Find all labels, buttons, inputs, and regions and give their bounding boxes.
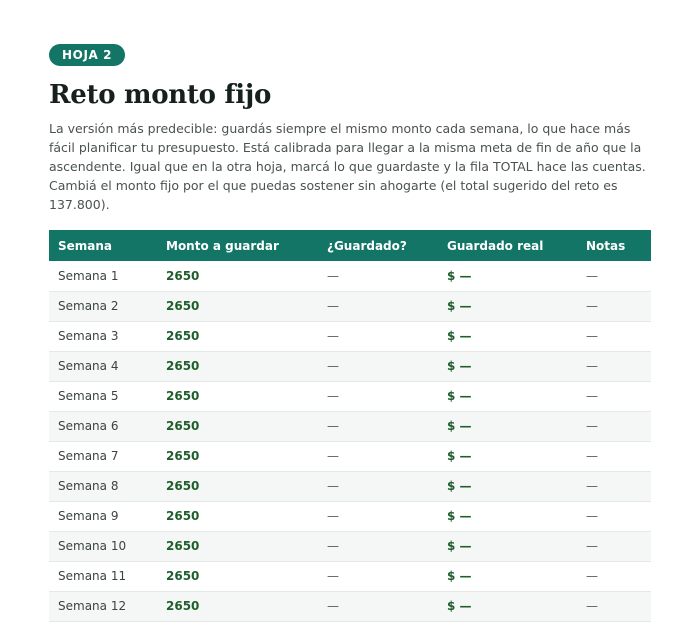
- table-row: [49, 411, 651, 441]
- header-real: Guardado real: [447, 238, 544, 253]
- cell-week: Semana 12: [58, 599, 127, 613]
- cell-notes[interactable]: —: [586, 419, 598, 433]
- cell-week: Semana 10: [58, 539, 127, 553]
- cell-saved[interactable]: —: [327, 419, 339, 433]
- table-row: [49, 321, 651, 351]
- table-row: [49, 591, 651, 621]
- cell-saved[interactable]: —: [327, 569, 339, 583]
- table-header: [49, 230, 651, 261]
- cell-amount[interactable]: 2650: [166, 599, 200, 613]
- cell-real[interactable]: $ —: [447, 569, 472, 583]
- cell-saved[interactable]: —: [327, 449, 339, 463]
- cell-week: Semana 8: [58, 479, 119, 493]
- cell-amount[interactable]: 2650: [166, 449, 200, 463]
- cell-week: Semana 7: [58, 449, 119, 463]
- cell-notes[interactable]: —: [586, 599, 598, 613]
- cell-real[interactable]: $ —: [447, 268, 472, 283]
- cell-week: Semana 3: [58, 329, 119, 343]
- cell-notes[interactable]: —: [586, 299, 598, 313]
- cell-real[interactable]: $ —: [447, 329, 472, 343]
- cell-real[interactable]: $ —: [447, 419, 472, 433]
- table-row: [49, 471, 651, 501]
- cell-week: Semana 9: [58, 509, 119, 523]
- table-body: [49, 261, 651, 621]
- cell-notes[interactable]: —: [586, 329, 598, 343]
- cell-notes[interactable]: —: [586, 509, 598, 523]
- table-row: [49, 381, 651, 411]
- cell-amount[interactable]: 2650: [166, 299, 200, 313]
- cell-saved[interactable]: —: [327, 359, 339, 373]
- cell-real[interactable]: $ —: [447, 509, 472, 523]
- cell-saved[interactable]: —: [327, 299, 339, 313]
- cell-amount[interactable]: 2650: [166, 419, 200, 433]
- cell-real[interactable]: $ —: [447, 389, 472, 403]
- cell-week: Semana 1: [58, 268, 119, 283]
- header-week: Semana: [58, 238, 113, 253]
- cell-notes[interactable]: —: [586, 539, 598, 553]
- cell-saved[interactable]: —: [327, 599, 339, 613]
- cell-week: Semana 11: [58, 569, 127, 583]
- cell-week: Semana 4: [58, 359, 119, 373]
- header-saved: ¿Guardado?: [327, 238, 407, 253]
- cell-notes[interactable]: —: [586, 389, 598, 403]
- cell-week: Semana 5: [58, 389, 119, 403]
- cell-amount[interactable]: 2650: [166, 359, 200, 373]
- cell-notes[interactable]: —: [586, 479, 598, 493]
- cell-real[interactable]: $ —: [447, 299, 472, 313]
- cell-week: Semana 2: [58, 299, 119, 313]
- cell-saved[interactable]: —: [327, 268, 339, 283]
- sheet-badge: HOJA 2: [49, 44, 125, 66]
- cell-amount[interactable]: 2650: [166, 389, 200, 403]
- cell-amount[interactable]: 2650: [166, 539, 200, 553]
- cell-amount[interactable]: 2650: [166, 329, 200, 343]
- cell-real[interactable]: $ —: [447, 599, 472, 613]
- table-row: [49, 291, 651, 321]
- table-row: [49, 351, 651, 381]
- cell-real[interactable]: $ —: [447, 479, 472, 493]
- header-notes: Notas: [586, 238, 626, 253]
- cell-notes[interactable]: —: [586, 569, 598, 583]
- cell-saved[interactable]: —: [327, 479, 339, 493]
- cell-real[interactable]: $ —: [447, 359, 472, 373]
- savings-table: [49, 230, 651, 622]
- cell-real[interactable]: $ —: [447, 449, 472, 463]
- cell-notes[interactable]: —: [586, 449, 598, 463]
- intro-paragraph: La versión más predecible: guardás siempre el mismo monto cada semana, lo que hace más fácil planificar tu presupuesto. Está calibrada para llegar a la misma meta de fin de año que la ascendente. Igual que en la otra hoja, marcá lo que guardaste y la fila TOTAL hace las cuentas. Cambiá el monto fijo por el que puedas sostener sin ahogarte (el total sugerido del reto es 137.800).: [49, 121, 646, 212]
- cell-week: Semana 6: [58, 419, 119, 433]
- cell-amount[interactable]: 2650: [166, 569, 200, 583]
- table-row: [49, 441, 651, 471]
- table-row: [49, 531, 651, 561]
- table-row: [49, 501, 651, 531]
- cell-amount[interactable]: 2650: [166, 509, 200, 523]
- table-row: [49, 561, 651, 591]
- cell-saved[interactable]: —: [327, 539, 339, 553]
- table-header-row: [49, 230, 651, 261]
- cell-notes[interactable]: —: [586, 268, 598, 283]
- cell-real[interactable]: $ —: [447, 539, 472, 553]
- cell-saved[interactable]: —: [327, 509, 339, 523]
- table-row: [49, 261, 651, 291]
- cell-saved[interactable]: —: [327, 329, 339, 343]
- page-title: Reto monto fijo: [49, 80, 272, 110]
- cell-amount[interactable]: 2650: [166, 268, 200, 283]
- cell-amount[interactable]: 2650: [166, 479, 200, 493]
- cell-saved[interactable]: —: [327, 389, 339, 403]
- cell-notes[interactable]: —: [586, 359, 598, 373]
- header-amount: Monto a guardar: [166, 238, 279, 253]
